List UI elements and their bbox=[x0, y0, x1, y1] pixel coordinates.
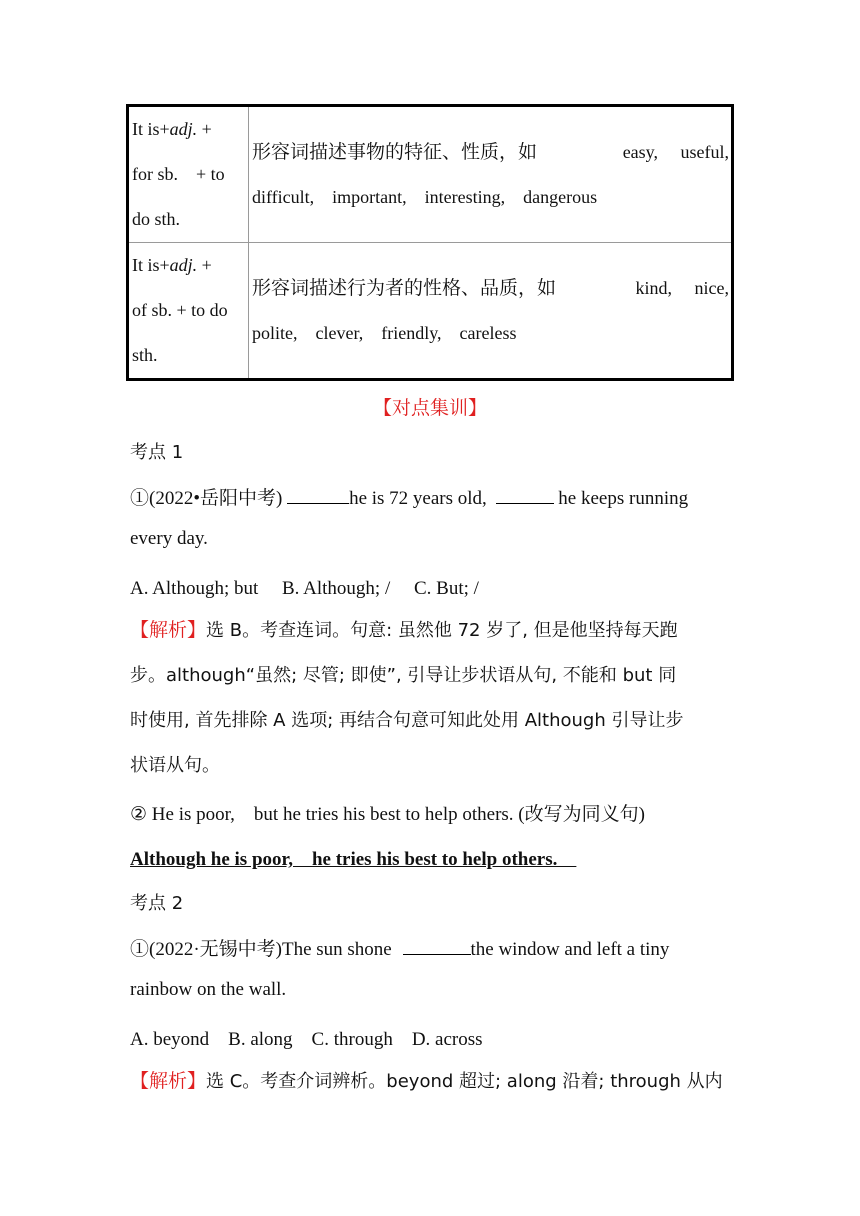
analysis-text: 状语从句。 bbox=[130, 755, 220, 776]
answer-blank bbox=[496, 487, 554, 504]
description-words: difficult, important, interesting, dangerous bbox=[252, 186, 598, 207]
point-label: 考点 2 bbox=[130, 893, 184, 914]
analysis-text: 时使用, 首先排除 A 选项; 再结合句意可知此处用 Although 引导让步 bbox=[130, 710, 684, 731]
question-options: A. beyond B. along C. through D. across bbox=[130, 1029, 483, 1050]
analysis-tag: 【解析】 bbox=[130, 619, 207, 641]
question-text: every day. bbox=[130, 528, 208, 549]
question-source: ①(2022·无锡中考)The sun shone bbox=[130, 939, 392, 960]
question-text: he keeps running bbox=[558, 488, 689, 509]
description-words: easy, useful, bbox=[622, 141, 729, 162]
pattern-text: for sb. + to bbox=[132, 164, 225, 184]
analysis-text: 步。although“虽然; 尽管; 即使”, 引导让步状语从句, 不能和 but 同 bbox=[130, 665, 677, 686]
table-row bbox=[128, 243, 733, 380]
description-zh: 形容词描述行为者的性格、品质，如 bbox=[252, 276, 557, 299]
table-row bbox=[128, 106, 733, 243]
question-2: ② He is poor, but he tries his best to help others. (改写为同义句) bbox=[130, 804, 645, 825]
analysis-tag: 【解析】 bbox=[130, 1070, 207, 1092]
pattern-cell bbox=[128, 106, 249, 243]
pattern-adj: adj. bbox=[169, 255, 198, 275]
point-label: 考点 1 bbox=[130, 442, 184, 463]
grammar-table bbox=[126, 104, 734, 381]
analysis-block bbox=[130, 1059, 732, 1104]
pattern-cell bbox=[128, 243, 249, 380]
pattern-text: It is+ bbox=[132, 119, 170, 139]
description-zh: 形容词描述事物的特征、性质，如 bbox=[252, 140, 538, 163]
question-1 bbox=[130, 483, 732, 510]
pattern-adj: adj. bbox=[169, 119, 198, 139]
question-text: he is 72 years old, bbox=[349, 488, 487, 509]
description-words: polite, clever, friendly, careless bbox=[252, 322, 517, 343]
pattern-text: + bbox=[197, 119, 212, 139]
answer-blank bbox=[287, 487, 349, 504]
pattern-text: It is+ bbox=[132, 255, 170, 275]
question-source: ①(2022•岳阳中考) bbox=[130, 488, 283, 509]
analysis-text: 选 C。考查介词辨析。beyond 超过; along 沿着; through 从内 bbox=[206, 1071, 723, 1092]
answer-blank bbox=[403, 938, 471, 955]
description-cell bbox=[249, 243, 733, 380]
question-text: the window and left a tiny bbox=[470, 939, 670, 960]
question-options: A. Although; but B. Although; / C. But; / bbox=[130, 578, 479, 599]
description-words: kind, nice, bbox=[635, 277, 729, 298]
section-title: 【对点集训】 bbox=[372, 397, 487, 419]
question-1 bbox=[130, 934, 732, 961]
pattern-text: do sth. bbox=[132, 209, 181, 229]
question-text: rainbow on the wall. bbox=[130, 979, 287, 1000]
analysis-block bbox=[130, 608, 732, 788]
analysis-text: 选 B。考查连词。句意: 虽然他 72 岁了, 但是他坚持每天跑 bbox=[206, 620, 678, 641]
pattern-text: sth. bbox=[132, 345, 158, 365]
pattern-text: of sb. + to do bbox=[132, 300, 228, 320]
answer-text: Although he is poor, he tries his best to help others. bbox=[130, 849, 577, 870]
description-cell bbox=[249, 106, 733, 243]
pattern-text: + bbox=[197, 255, 212, 275]
